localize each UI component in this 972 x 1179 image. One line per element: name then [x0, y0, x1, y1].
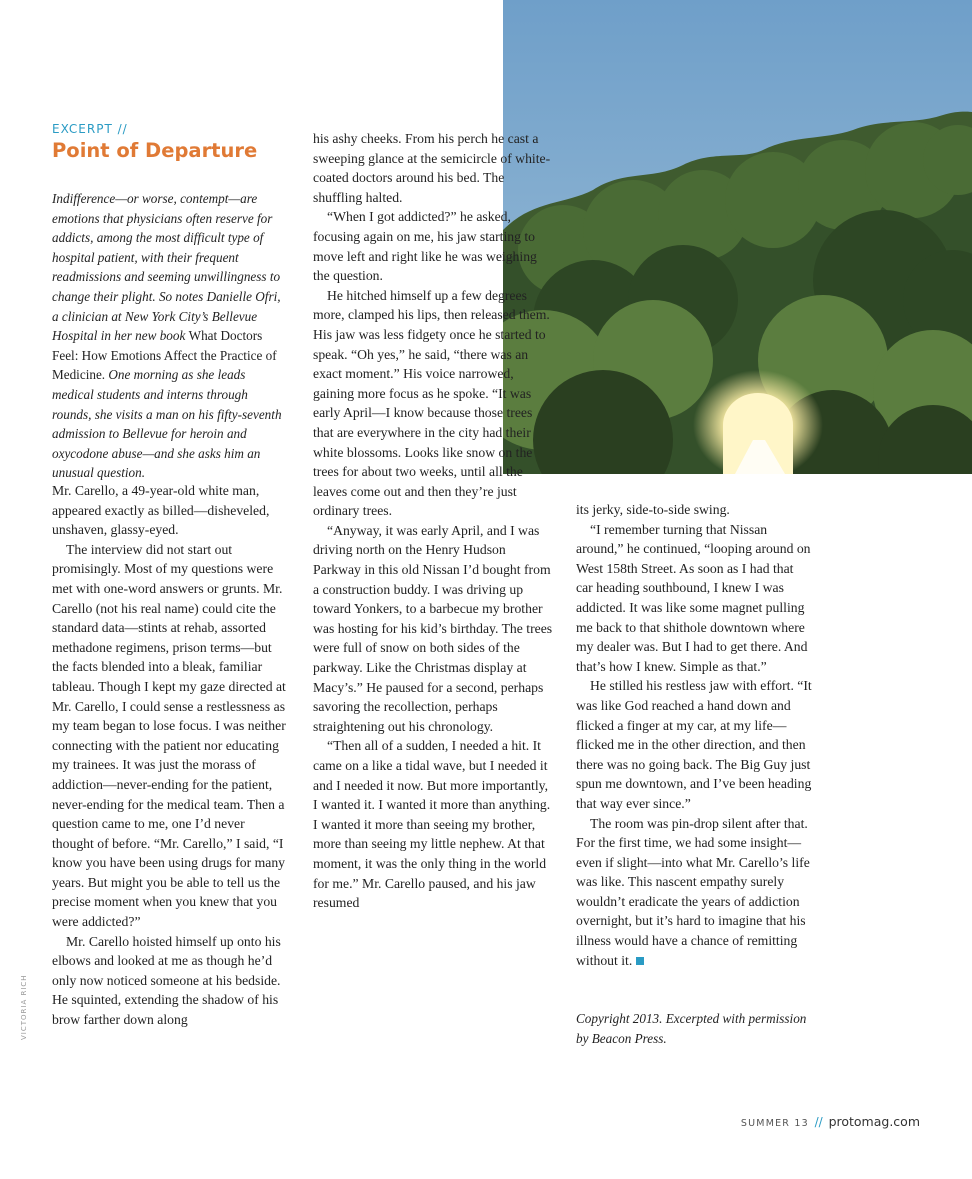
paragraph: “I remember turning that Nissan around,” he continued, “looping around on West 158th Street. As soon as I had that car heading southbound, I knew I was addicted. It was like some magnet pulling me back to that shithole downtown where my dealer was. But I had to get there. And that’s how I knew. Simple as that.” [576, 521, 811, 674]
paragraph-text: The room was pin-drop silent after that. For the first time, we had some insight—even if slight—into what Mr. Carello’s life was like. This nascent empathy surely wouldn’t eradicate the years of addiction overnight, but it’s hard to imagine that his illness would have a chance of remitting without it. [576, 815, 810, 968]
site-link[interactable]: protomag.com [828, 1114, 920, 1129]
footer-separator: // [814, 1115, 823, 1129]
book-title: What Doctors Feel: How Emotions Affect the Practice of Medicine. [52, 328, 277, 383]
photo-credit: VICTORIA RICH [20, 974, 28, 1040]
body-column-3 [576, 500, 812, 970]
paragraph: He stilled his restless jaw with effort. “It was like God reached a hand down and flicked a finger at my car, at my life—flicked me in the other direction, and then there was no going back. The Big Guy just spun me downtown, and I’ve been heading that way ever since.” [576, 678, 812, 811]
paragraph: his ashy cheeks. From his perch he cast a sweeping glance at the semicircle of white-coated doctors around his bed. The shuffling halted. [313, 131, 551, 205]
paragraph: “When I got addicted?” he asked, focusing again on me, his jaw starting to move left and right like he was weighing the question. [313, 209, 537, 284]
paragraph: “Anyway, it was early April, and I was driving north on the Henry Hudson Parkway in this old Nissan I’d bought from a construction buddy. I was driving up toward Yonkers, to a barbecue my brother was hosting for his kid’s birthday. The trees were full of snow on both sides of the parkway. Like the Christmas display at Macy’s.” He paused for a second, perhaps savoring the recollection, perhaps straightening out his chronology. [313, 522, 553, 734]
paragraph: Mr. Carello hoisted himself up onto his elbows and looked at me as though he’d only now noticed someone at his bedside. He squinted, extending the shadow of his brow farther down along [52, 933, 281, 1028]
deck-text: Indifference—or worse, contempt—are emotions that physicians often reserve for addicts, among the most difficult type of hospital patient, with their frequent readmissions and seeming unwillingness to change their plight. So notes Danielle Ofri, a clinician at New York City’s Bellevue Hospital in her new book [52, 191, 281, 344]
paragraph: The interview did not start out promisingly. Most of my questions were met with one-word answers or grunts. Mr. Carello (not his real name) could cite the standard data—stints at rehab, assorted methadone regimens, prison terms—but the facts blended into a bleak, familiar tableau. Though I kept my gaze directed at Mr. Carello, I could sense a restlessness as my team began to lose focus. I was neither connecting with the patient nor educating my trainees. It was just the morass of addiction—never-ending for the patient, never-ending for the medical team. Then a question came to me, one I’d never thought of before. “Mr. Carello,” I said, “I know you have been using drugs for many years. But might you be able to tell us the precise moment when you knew that you were addicted?” [52, 541, 286, 930]
final-paragraph [576, 814, 812, 971]
paragraph: He hitched himself up a few degrees more, clamped his lips, then released them. His jaw was less fidgety once he started to speak. “Oh yes,” he said, “there was an exact moment.” His voice narrowed, gaining more focus as he spoke. “It was early April—I know because those trees that are everywhere in the city had their white blossoms. Looks like snow on the trees for about two weeks, until all the leaves come out and then they’re just ordinary trees. [313, 287, 550, 519]
page-footer [741, 1114, 920, 1129]
paragraph: its jerky, side-to-side swing. [576, 502, 730, 517]
paragraph: “Then all of a sudden, I needed a hit. It came on a like a tidal wave, but I needed it and I needed it now. But more importantly, I wanted it. I wanted it more than anything. I wanted it more than seeing my brother, more than seeing my little nephew. At that moment, it was the only thing in the world for me.” Mr. Carello paused, and his jaw resumed [313, 738, 551, 911]
forest-tunnel-photo [503, 0, 972, 474]
deck-text-continued: One morning as she leads medical students and interns through rounds, she visits a man on his fifty-seventh admission to Bellevue for heroin and oxycodone abuse—and she asks him an unusual question. [52, 367, 282, 481]
article-title: Point of Departure [52, 139, 258, 162]
body-column-1 [52, 481, 288, 1030]
body-column-2 [313, 129, 553, 913]
forest-tunnel-illustration [503, 0, 972, 474]
section-kicker: EXCERPT // [52, 122, 128, 136]
end-mark-icon [636, 957, 644, 965]
issue-label: SUMMER 13 [740, 1118, 809, 1129]
copyright-note: Copyright 2013. Excerpted with permission by Beacon Press. [576, 1011, 807, 1046]
paragraph: Mr. Carello, a 49-year-old white man, appeared exactly as billed—disheveled, unshaven, glassy-eyed. [52, 483, 270, 538]
article-deck [52, 189, 288, 483]
